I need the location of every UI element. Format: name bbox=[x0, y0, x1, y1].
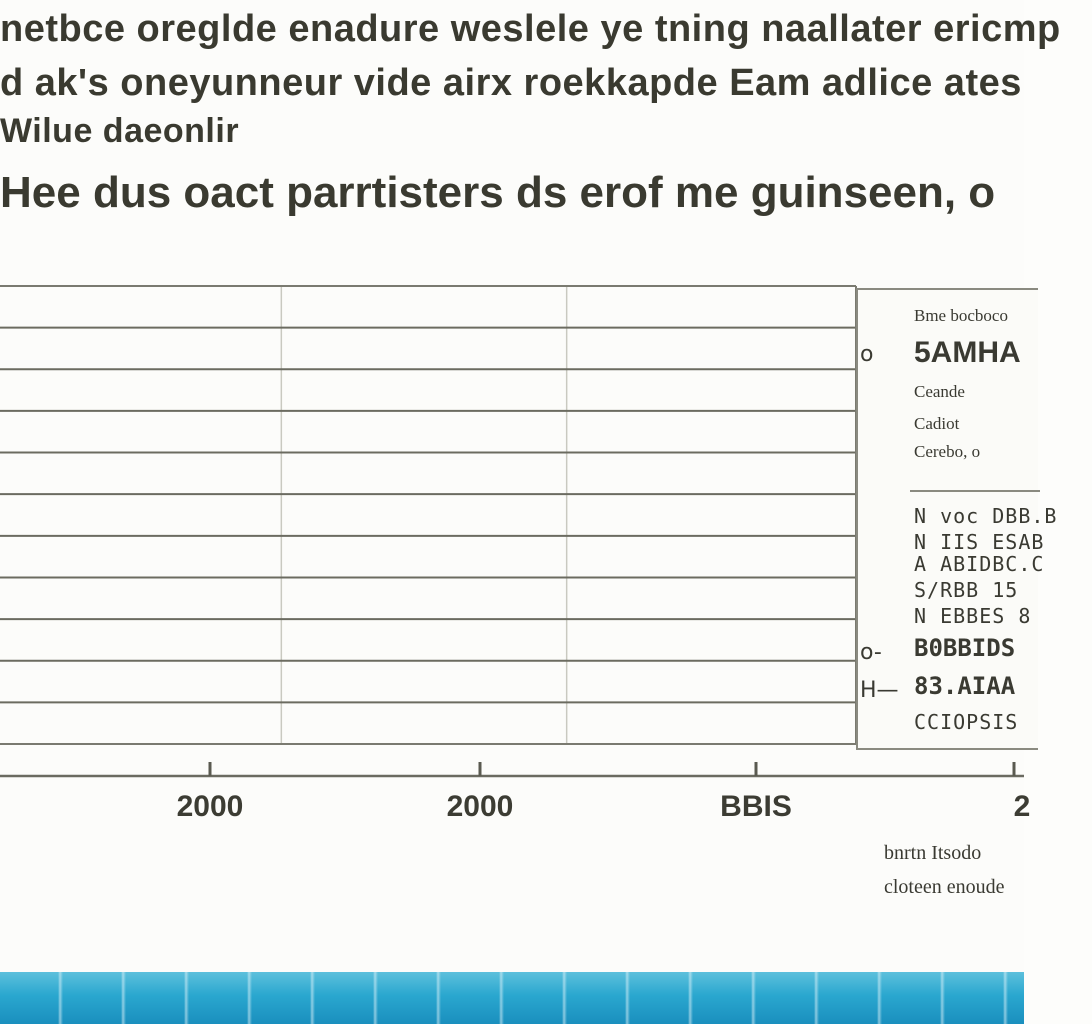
legend-entry: 83.AIAA bbox=[914, 672, 1016, 700]
legend bbox=[856, 288, 1058, 750]
grid-columns bbox=[281, 286, 566, 744]
legend-divider bbox=[910, 490, 1040, 492]
legend-entry: N IIS ESAB bbox=[914, 530, 1045, 554]
footnote-1: bnrtn Itsodo bbox=[884, 842, 982, 864]
x-tick-label: 2 bbox=[1013, 790, 1031, 823]
legend-marker: o- bbox=[860, 640, 882, 665]
legend-entry: Ceande bbox=[914, 382, 965, 401]
legend-entry: B0BBIDS bbox=[914, 634, 1016, 662]
chart-title: Hee dus oact parrtisters ds erof me guinseen, o bbox=[0, 168, 996, 217]
heading-line-1: netbce oreglde enadure weslele ye tning naallater ericmp bbox=[0, 8, 1061, 50]
legend-marker: H— bbox=[860, 678, 899, 703]
x-tick-label: 2000 bbox=[446, 790, 514, 823]
x-tick-label: BBIS bbox=[720, 790, 792, 823]
heading-line-2: d ak's oneyunneur vide airx roekkapde Eam adlice ates bbox=[0, 62, 1022, 104]
x-tick-label: 2000 bbox=[176, 790, 244, 823]
legend-entry: CCIOPSIS bbox=[914, 710, 1019, 734]
bottom-decorative-strip bbox=[0, 972, 1024, 1024]
legend-entry: S/RBB 15 bbox=[914, 578, 1019, 602]
x-axis-ticks bbox=[0, 762, 1024, 776]
legend-entry: Cadiot bbox=[914, 414, 960, 433]
footnote-2: cloteen enoude bbox=[884, 876, 1005, 898]
legend-entry: 5AMHA bbox=[914, 336, 1021, 369]
grid-rows bbox=[0, 328, 856, 703]
legend-entry: Bme bocboco bbox=[914, 306, 1008, 325]
legend-entry: N voc DBB.B bbox=[914, 504, 1058, 528]
grid-frame bbox=[0, 286, 856, 744]
legend-entry: A ABIDBC.C bbox=[914, 552, 1045, 576]
legend-marker: o bbox=[860, 342, 874, 367]
heading-line-3: Wilue daeonlir bbox=[0, 112, 240, 150]
legend-entry: Cerebo, o bbox=[914, 442, 981, 461]
legend-entry: N EBBES 8 bbox=[914, 604, 1032, 628]
